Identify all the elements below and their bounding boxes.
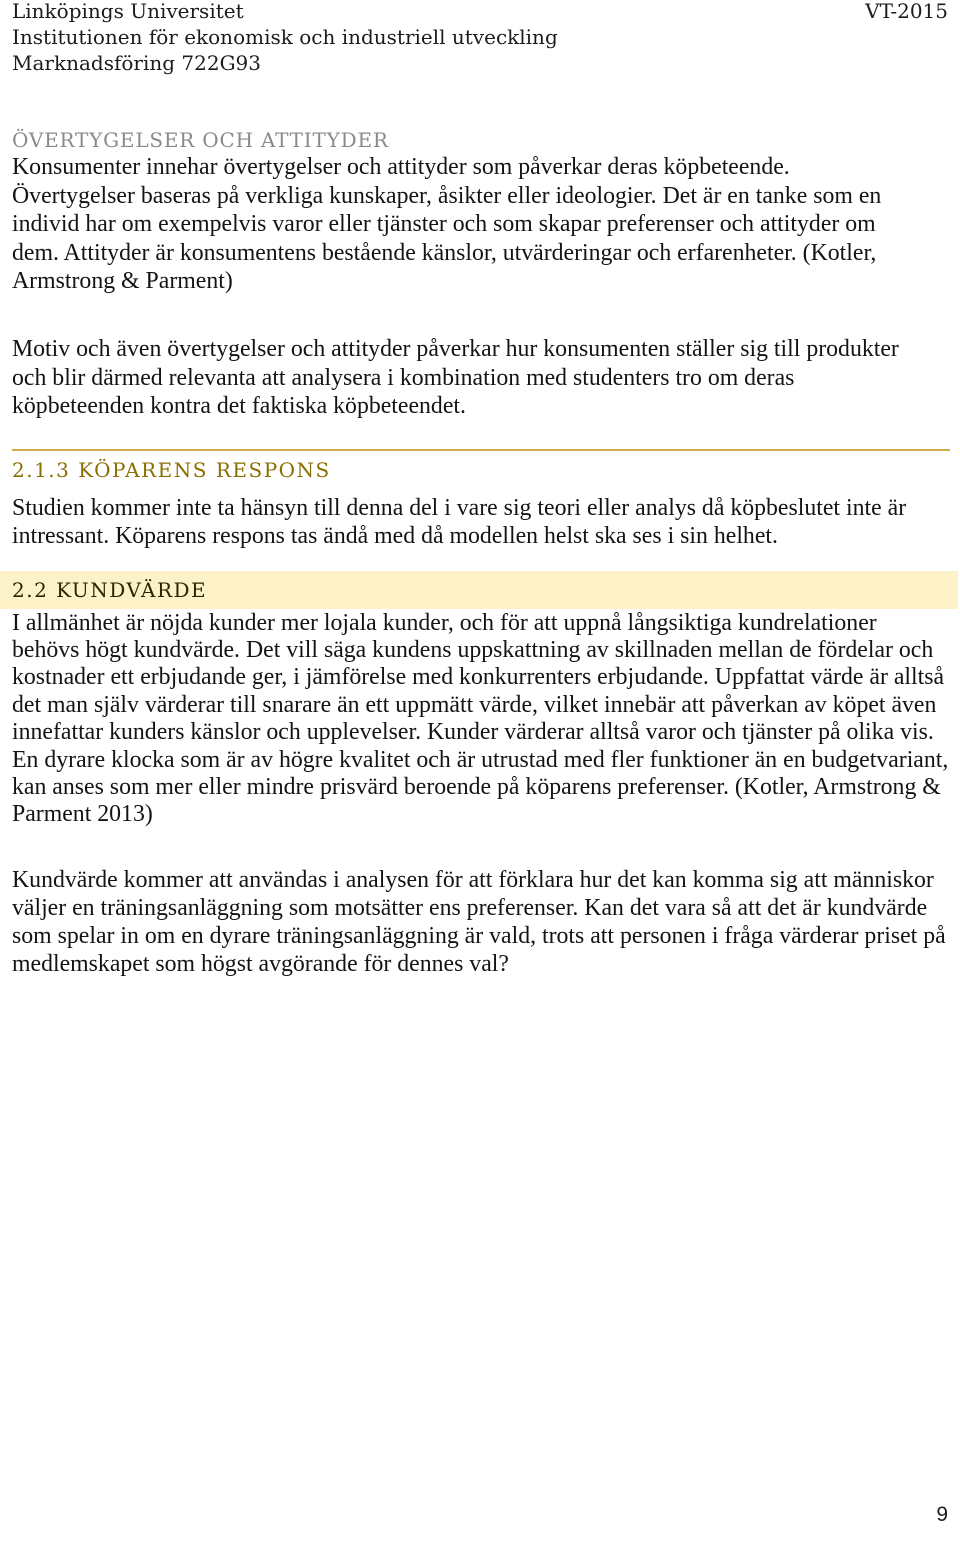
paragraph-line: och blir därmed relevanta att analysera i kombination med studenters tro om deras bbox=[12, 364, 795, 391]
paragraph-line: Armstrong & Parment) bbox=[12, 268, 233, 294]
paragraph-beliefs-1 bbox=[12, 153, 881, 296]
paragraph-line: En dyrare klocka som är av högre kvalitet och är utrustad med fler funktioner än en budgetvariant, bbox=[12, 746, 949, 773]
paragraph-line: behövs högt kundvärde. Det vill säga kundens uppskattning av skillnaden mellan de fördelar och bbox=[12, 636, 934, 663]
paragraph-customer-value-1 bbox=[12, 610, 948, 829]
paragraph-line: dem. Attityder är konsumentens bestående känslor, utvärderingar och erfarenheter. (Kotler, bbox=[12, 239, 877, 266]
paragraph-line: Motiv och även övertygelser och attityder påverkar hur konsumenten ställer sig till produkter bbox=[12, 336, 899, 362]
paragraph-line: som spelar in om en dyrare träningsanläggning är vald, trots att personen i fråga värderar priset på bbox=[12, 923, 946, 949]
paragraph-line: köpbeteenden kontra det faktiska köpbeteendet. bbox=[12, 393, 466, 419]
paragraph-line: väljer en träningsanläggning som motsätter ens preferenser. Kan det vara så att det är kundvärde bbox=[12, 895, 928, 921]
section-heading-buyer-response: 2.1.3 KÖPARENS RESPONS bbox=[12, 458, 331, 482]
section-heading-beliefs: ÖVERTYGELSER OCH ATTITYDER bbox=[12, 128, 389, 152]
paragraph-line: individ har om exempelvis varor eller tjänster och som skapar preferenser och attityder om bbox=[12, 211, 876, 237]
paragraph-line: kostnader ett erbjudande ger, i jämförelse med konkurrenters erbjudande. Uppfattat värde är alltså bbox=[12, 664, 945, 691]
heading-band-customer-value bbox=[0, 571, 958, 609]
term-label: VT-2015 bbox=[865, 0, 948, 23]
section-divider bbox=[12, 449, 950, 451]
paragraph-beliefs-2 bbox=[12, 335, 899, 421]
page-number: 9 bbox=[936, 1503, 948, 1526]
paragraph-line: innefattar kunders känslor och upplevelser. Kunder värderar alltså varor och tjänster på olika vis. bbox=[12, 719, 934, 746]
paragraph-line: Konsumenter innehar övertygelser och attityder som påverkar deras köpbeteende. bbox=[12, 154, 790, 180]
institution-name: Institutionen för ekonomisk och industriell utveckling bbox=[12, 25, 558, 49]
paragraph-line: Parment 2013) bbox=[12, 801, 153, 828]
paragraph-customer-value-2 bbox=[12, 866, 946, 978]
paragraph-line: I allmänhet är nöjda kunder mer lojala kunder, och för att uppnå långsiktiga kundrelationer bbox=[12, 609, 877, 636]
section-heading-customer-value: 2.2 KUNDVÄRDE bbox=[12, 578, 208, 602]
university-name: Linköpings Universitet bbox=[12, 0, 244, 23]
paragraph-line: det man själv värderar till snarare än ett uppmätt värde, vilket innebär att påverkan av köpet även bbox=[12, 691, 937, 718]
paragraph-line: medlemskapet som högst avgörande för dennes val? bbox=[12, 951, 509, 977]
paragraph-line: Studien kommer inte ta hänsyn till denna del i vare sig teori eller analys då köpbeslutet inte är bbox=[12, 495, 907, 521]
paragraph-line: kan anses som mer eller mindre prisvärd beroende på köparens preferenser. (Kotler, Armstrong & bbox=[12, 773, 941, 800]
paragraph-line: intressant. Köparens respons tas ändå med då modellen helst ska ses i sin helhet. bbox=[12, 523, 778, 549]
paragraph-line: Övertygelser baseras på verkliga kunskaper, åsikter eller ideologier. Det är en tanke som en bbox=[12, 182, 882, 209]
course-name: Marknadsföring 722G93 bbox=[12, 51, 261, 75]
paragraph-buyer-response bbox=[12, 494, 906, 550]
paragraph-line: Kundvärde kommer att användas i analysen för att förklara hur det kan komma sig att människor bbox=[12, 867, 934, 893]
running-header bbox=[12, 0, 558, 76]
